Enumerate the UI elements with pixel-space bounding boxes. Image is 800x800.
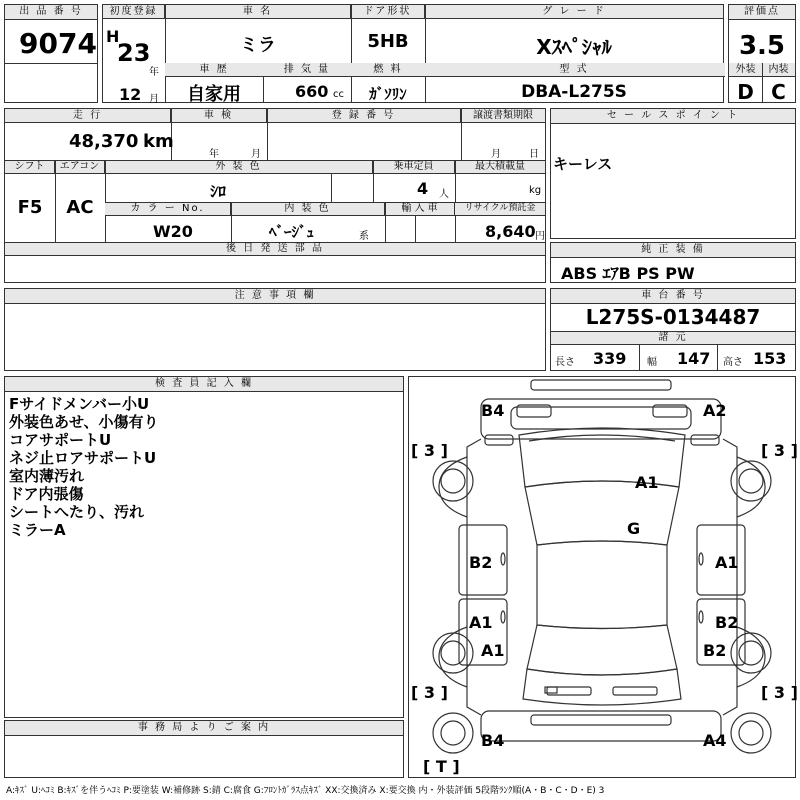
history-label: 車 歴 [199,64,229,75]
length-label: 長さ [555,357,575,368]
dims-label: 諸 元 [658,332,688,343]
inspector-line: ドア内張傷 [9,485,84,503]
score-label: 評価点 [729,5,795,20]
car-name-value: ミラ [240,35,276,56]
tire-rl-rating: [ 3 ] [411,683,448,702]
ext-score-label: 外装 [735,64,756,75]
inspection-label: 車 検 [171,109,267,123]
mark-g-glass: G [627,519,641,538]
mark-a1-right: A1 [715,553,739,572]
month-unit: 月 [149,94,159,105]
mark-b2-right-low: B2 [703,641,727,660]
office-box [4,720,404,778]
mark-a2-top: A2 [703,401,727,420]
ext-color-value: ｼﾛ [209,182,226,201]
car-diagram [409,377,795,777]
reg-no-label: 登 録 番 号 [267,109,461,123]
mark-b2-right-rear: B2 [715,613,739,632]
fuel-value: ｶﾞｿﾘﾝ [369,85,407,103]
year-unit: 年 [149,67,159,78]
recycle-value: 8,640 [485,222,536,241]
color-no-value: W20 [153,222,193,241]
chassis-value: L275S-0134487 [585,305,761,329]
height-value: 153 [753,349,787,368]
int-color-label: 内 装 色 [231,202,385,216]
mileage-unit: km [143,131,174,152]
year-value: 23 [117,39,151,67]
tire-fl-rating: [ 3 ] [411,441,448,460]
sales-point-label: セ ー ル ス ポ イ ン ト [551,109,795,124]
color-no-label: カ ラ ー No. [105,202,231,216]
displacement-label: 排 気 量 [283,64,331,75]
transfer-label: 譲渡書類期限 [461,109,545,123]
model-value: DBA-L275S [521,82,627,102]
inspector-line: シートへたり、汚れ [9,503,145,521]
ext-color-label: 外 装 色 [105,160,373,174]
tire-rr-rating: [ 3 ] [761,683,798,702]
inspector-label: 検 査 員 記 入 欄 [5,377,403,392]
inspection-month-unit: 月 [251,149,261,160]
equipment-value: ABS ｴｱB PS PW [561,264,695,283]
max-load-label: 最大積載量 [475,161,525,172]
inspector-box [4,376,404,718]
capacity-label: 乗車定員 [373,160,455,174]
width-value: 147 [677,349,711,368]
mark-a4-bottom: A4 [703,731,727,750]
equipment-box [550,242,796,283]
spec-box [4,108,546,283]
capacity-value: 4 [417,179,429,198]
capacity-unit: 人 [439,189,449,200]
displacement-unit: cc [333,89,344,100]
recycle-unit: 円 [535,231,545,242]
ac-label: エアコン [55,160,105,174]
height-label: 高さ [723,357,743,368]
transfer-day-unit: 日 [529,149,539,160]
legend-text: A:ｷｽﾞ U:ﾍｺﾐ B:ｷｽﾞを伴うﾍｺﾐ P:要塗装 W:補修跡 S:錆 C:腐食 G:ﾌﾛﾝﾄｶﾞﾗｽ点ｷｽﾞ XX:交換済み X:要交換 内・外装評価 5段階ﾗﾝｸ順(A・B・C・D・E) 3 [6,786,605,796]
mark-a1-left-low: A1 [481,641,505,660]
lot-number-box [4,4,98,103]
width-label: 幅 [647,357,657,368]
recycle-label: リサイクル預託金 [464,203,536,213]
inspector-line: Fサイドメンバー小U [9,395,150,413]
spare-tire-rating: [ T ] [423,757,460,776]
car-diagram-box [408,376,796,778]
int-color-unit: 系 [359,231,369,242]
max-load-unit: kg [529,185,542,196]
score-box [728,4,796,103]
model-label: 型 式 [559,64,589,75]
mark-a1-left-rear: A1 [469,613,493,632]
inspector-line: ネジ止ロアサポートU [9,449,157,467]
history-value: 自家用 [187,84,241,105]
tire-fr-rating: [ 3 ] [761,441,798,460]
shift-value: F5 [17,197,43,218]
inspector-line: ミラーA [9,521,66,539]
sales-point-text: キーレス [553,155,613,173]
door-value: 5HB [367,31,409,52]
score-value: 3.5 [738,31,786,61]
int-color-value: ﾍﾞｰｼﾞｭ [269,223,315,241]
inspection-year-unit: 年 [209,149,219,160]
inspector-line: コアサポートU [9,431,112,449]
tire-rl-value: 3 [423,683,436,702]
first-reg-label: 初度登録 [103,5,165,19]
office-label: 事 務 局 よ り ご 案 内 [5,721,403,736]
length-value: 339 [593,349,627,368]
notes-label: 注 意 事 項 欄 [5,289,545,304]
era-value: H [106,27,120,46]
mark-b4-bottom: B4 [481,731,505,750]
mileage-value: 48,370 [69,131,139,152]
tire-fr-value: 3 [773,441,786,460]
mark-a1-hood: A1 [635,473,659,492]
chassis-box [550,288,796,371]
chassis-label: 車 台 番 号 [551,289,795,304]
ext-score-value: D [737,80,754,104]
tire-rr-value: 3 [773,683,786,702]
top-info-box [102,4,724,103]
grade-label: グ レ ー ド [425,5,723,19]
lot-number-label: 出 品 番 号 [5,5,97,20]
month-value: 12 [119,85,142,104]
fuel-label: 燃 料 [373,64,403,75]
mileage-label: 走 行 [5,109,171,123]
car-name-label: 車 名 [165,5,351,19]
mark-b2-left: B2 [469,553,493,572]
door-label: ドア形状 [351,5,425,19]
sales-point-box [550,108,796,239]
inspector-line: 外装色あせ、小傷有り [9,413,159,431]
import-label: 輸 入 車 [385,202,455,216]
ac-value: AC [66,197,94,218]
notes-box [4,288,546,371]
grade-value: Xｽﾍﾟｼｬﾙ [536,35,612,59]
later-parts-label: 後 日 発 送 部 品 [226,243,324,254]
tire-fl-value: 3 [423,441,436,460]
lot-number-value: 9074 [19,27,97,60]
transfer-month-unit: 月 [491,149,501,160]
mark-b4-top: B4 [481,401,505,420]
int-score-value: C [771,80,786,104]
equipment-label: 純 正 装 備 [551,243,795,258]
shift-label: シフト [5,160,55,174]
spare-tire-value: T [435,757,447,776]
inspector-line: 室内薄汚れ [9,467,85,485]
int-score-label: 内装 [768,64,789,75]
displacement-value: 660 [295,82,329,101]
